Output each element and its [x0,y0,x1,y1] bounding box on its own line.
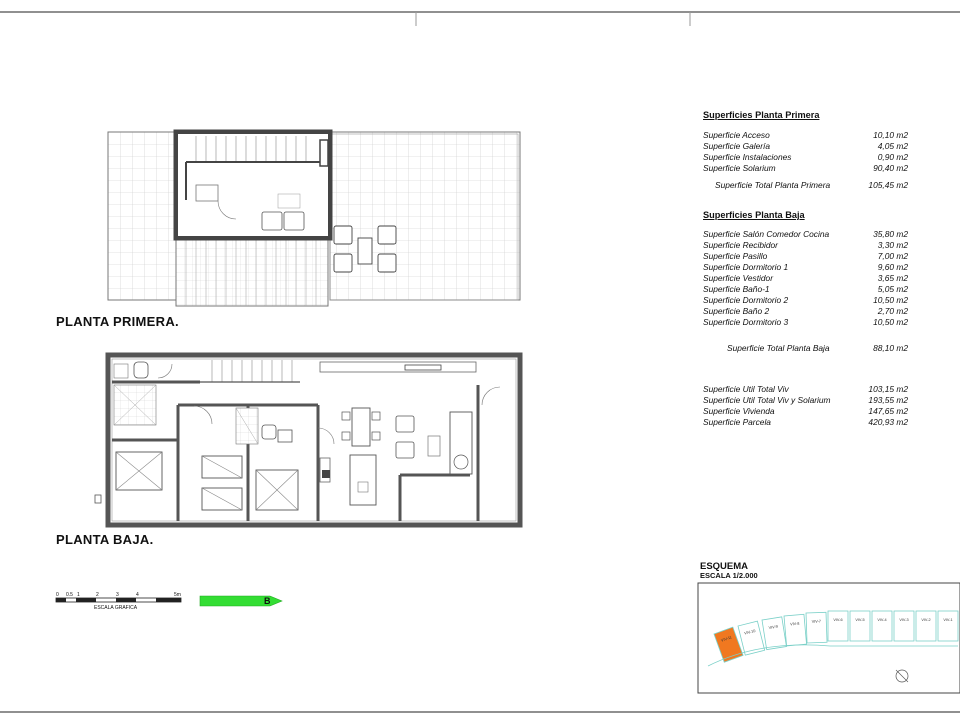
surface-row [703,306,908,317]
scale-tick: 3 [116,592,119,598]
row-label: Superficie Vivienda [703,406,775,416]
surfaces-totals-table [703,384,908,428]
surface-row [703,152,908,163]
surface-row [703,141,908,152]
unit-block [938,611,958,641]
row-label: Superficie Total Planta Baja [727,343,830,353]
unit-block [806,612,827,643]
surface-row [703,417,908,428]
row-value: 4,05 m2 [877,141,908,151]
unit-block [894,611,914,641]
row-value: 35,80 m2 [873,229,908,239]
row-label: Superficie Acceso [703,130,770,140]
esquema-heading: ESQUEMA [700,561,749,572]
row-value: 193,55 m2 [868,395,908,405]
row-label: Superficie Pasillo [703,251,768,261]
esquema-title [700,562,758,580]
row-value: 3,65 m2 [877,273,908,283]
unit-label: VIV-4 [877,618,887,622]
unit-label: VIV-5 [855,618,865,622]
row-label: Superficie Baño 2 [703,306,770,316]
row-label: Superficie Util Total Viv [703,384,789,394]
row-value: 2,70 m2 [877,306,908,316]
scale-tick: 1 [77,592,80,598]
baja-total-row [703,343,908,354]
surface-row [703,317,908,328]
row-label: Superficie Dormitorio 1 [703,262,789,272]
unit-label: VIV-9 [768,624,779,631]
row-label: Superficie Util Total Viv y Solarium [703,395,831,405]
planta-baja-title: PLANTA BAJA. [56,532,154,547]
unit-label: VIV-7 [811,619,822,624]
unit-label: VIV-10 [743,628,756,636]
graphic-scale [56,598,181,602]
surface-row [703,229,908,240]
row-value: 10,50 m2 [873,295,908,305]
row-value: 5,05 m2 [877,284,908,294]
surface-row [703,384,908,395]
row-value: 420,93 m2 [868,417,908,427]
row-value: 103,15 m2 [868,384,908,394]
surface-row [703,262,908,273]
planta-primera-plan [108,132,520,306]
row-label: Superficie Instalaciones [703,152,792,162]
unit-label: VIV-6 [833,618,843,622]
unit-label: VIV-2 [921,618,931,622]
unit-block [762,617,786,650]
primera-heading: Superficies Planta Primera [703,110,820,120]
scale-tick: 5m [174,592,181,598]
row-value: 105,45 m2 [868,180,908,190]
planta-baja-plan [95,355,520,525]
row-label: Superficie Salón Comedor Cocina [703,229,830,239]
row-value: 0,90 m2 [877,152,908,162]
surfaces-baja-table [703,210,908,354]
unit-block [872,611,892,641]
scale-tick: 2 [96,592,99,598]
primera-total-row [703,180,908,191]
surfaces-primera-table [703,110,908,191]
surface-row [703,273,908,284]
arrow-letter: B [264,596,271,606]
scale-tick: 4 [136,592,139,598]
row-value: 90,40 m2 [873,163,908,173]
unit-label: VIV-3 [899,618,909,622]
row-label: Superficie Baño-1 [703,284,770,294]
unit-block [828,611,848,641]
planta-primera-title: PLANTA PRIMERA. [56,314,179,329]
row-label: Superficie Recibidor [703,240,778,250]
esquema-site-map [698,583,960,693]
row-value: 9,60 m2 [877,262,908,272]
surface-row [703,163,908,174]
surface-row [703,284,908,295]
unit-block [784,614,807,646]
scale-tick: 0 [56,592,59,598]
scale-caption: ESCALA GRAFICA [94,605,138,611]
unit-block [850,611,870,641]
unit-block [916,611,936,641]
surface-row [703,130,908,141]
row-value: 7,00 m2 [877,251,908,261]
unit-label: VIV-11 [720,635,733,643]
row-value: 88,10 m2 [873,343,908,353]
surface-row [703,295,908,306]
row-label: Superficie Dormitorio 3 [703,317,789,327]
row-value: 3,30 m2 [877,240,908,250]
scale-tick: 0.5 [66,592,73,598]
row-label: Superficie Galería [703,141,771,151]
row-label: Superficie Total Planta Primera [715,180,831,190]
row-value: 147,65 m2 [868,406,908,416]
unit-label: VIV-8 [789,621,800,627]
esquema-scale: ESCALA 1/2.000 [700,571,758,580]
baja-heading: Superficies Planta Baja [703,210,805,220]
row-value: 10,10 m2 [873,130,908,140]
surface-row [703,251,908,262]
surface-row [703,406,908,417]
unit-label: VIV-1 [943,618,953,622]
row-label: Superficie Solarium [703,163,776,173]
row-label: Superficie Parcela [703,417,771,427]
row-value: 10,50 m2 [873,317,908,327]
surface-row [703,395,908,406]
surface-row [703,240,908,251]
row-label: Superficie Vestidor [703,273,773,283]
row-label: Superficie Dormitorio 2 [703,295,789,305]
